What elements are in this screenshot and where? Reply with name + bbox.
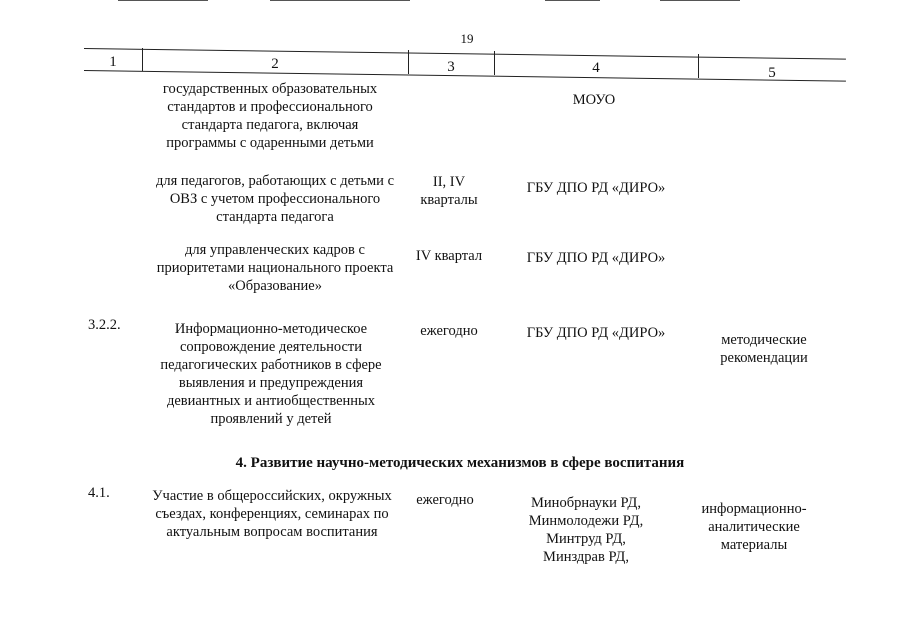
header-col-1: 1 (109, 54, 117, 70)
header-col-2: 2 (271, 56, 279, 72)
row-2-executor: ГБУ ДПО РД «ДИРО» (526, 180, 666, 196)
header-col-4: 4 (592, 60, 600, 76)
row-5-text: Участие в общероссийских, окружных съездах, конференциях, семинарах по актуальным вопросам воспитания (152, 488, 392, 540)
row-3-text: для управленческих кадров с приоритетами национального проекта «Образование» (156, 242, 394, 294)
row-5-number: 4.1. (88, 485, 110, 501)
scan-edge-mark (118, 0, 208, 1)
scan-edge-mark (545, 0, 600, 1)
scan-edge-mark (270, 0, 410, 1)
scan-edge-mark (660, 0, 740, 1)
row-5-result: информационно- аналитические материалы (701, 501, 807, 553)
row-4-result: методические рекомендации (720, 332, 808, 366)
header-col-3: 3 (447, 59, 455, 75)
row-4-text: Информационно-методическое сопровождение деятельности педагогических работников в сфере выявления и предупреждения девиантных и антиобщественных проявлений у детей (160, 321, 382, 427)
page-number: 19 (460, 31, 474, 46)
row-3-executor: ГБУ ДПО РД «ДИРО» (526, 250, 666, 266)
row-2-term: II, IV кварталы (420, 174, 478, 208)
row-4-number: 3.2.2. (88, 317, 121, 333)
row-1-text: государственных образовательных стандартов и профессионального стандарта педагога, включая программы с одаренными детьми (162, 81, 378, 151)
row-1-executor: МОУО (572, 92, 616, 108)
row-5-executor: Минобрнауки РД, Минмолодежи РД, Минтруд РД, Минздрав РД, (528, 495, 644, 565)
row-2-text: для педагогов, работающих с детьми с ОВЗ с учетом профессионального стандарта педагога (155, 173, 395, 225)
row-5-term: ежегодно (416, 492, 474, 508)
row-4-term: ежегодно (420, 323, 478, 339)
row-4-executor: ГБУ ДПО РД «ДИРО» (526, 325, 666, 341)
header-col-5: 5 (768, 65, 776, 81)
section-heading: 4. Развитие научно-методических механизмов в сфере воспитания (235, 455, 685, 471)
row-3-term: IV квартал (415, 248, 483, 264)
